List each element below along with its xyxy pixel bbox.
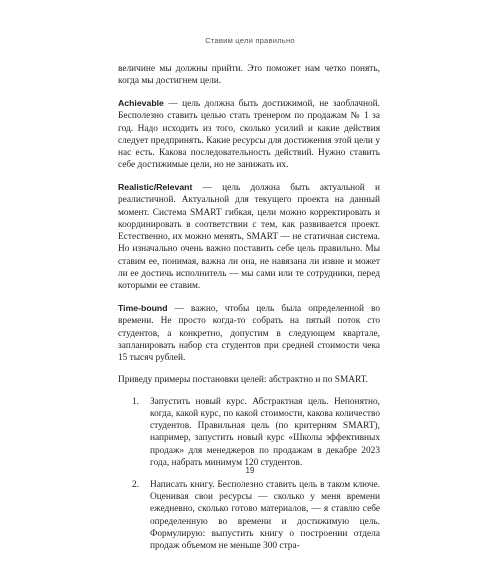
term-timebound: Time-bound [118, 303, 168, 314]
term-realistic: Realistic/Relevant [118, 182, 193, 193]
list-item-number: 1. [132, 396, 140, 407]
list-item [118, 396, 380, 470]
text-achievable: — цель должна быть достижимой, не заоблачной. Бесполезно ставить целью стать тренером по продажам № 1 за год. Надо исходить из того, сколько усилий и какие действия следует предпринять. Какие ресурсы для достижения этой цели у нас есть. Какова последовательность действий. Нужно ставить себе достижимые цели, но не занижать их. [118, 99, 380, 171]
term-achievable: Achievable [118, 98, 164, 109]
running-head: Ставим цели правильно [205, 36, 295, 45]
list-item-text: Запустить новый курс. Абстрактная цель. Непонятно, когда, какой курс, по какой стоимости, какова количество студентов. Правильная цель (по критериям SMART), например, запустить новый курс «Школы эффективных продаж» для менеджеров по продажам в декабре 2023 года, набрать минимум 120 студентов. [150, 396, 380, 468]
page-number: 19 [245, 466, 255, 475]
paragraph-realistic [118, 181, 380, 292]
text-timebound: — важно, чтобы цель была определенной во времени. Не просто когда-то собрать на пятый поток сто студентов, а конкретно, допустим в следующем квартале, запланировать набор ста студентов при средней стоимости чека 15 тысяч рублей. [118, 304, 380, 364]
paragraph-continuation: величине мы должны прийти. Это поможет нам четко понять, когда мы достигнем цели. [118, 64, 380, 87]
paragraph-achievable [118, 97, 380, 172]
list-item-number: 2. [132, 479, 140, 490]
list-item-text: Написать книгу. Бесполезно ставить цель в таком ключе. Оценивая свои ресурсы — сколько у меня времени ежедневно, сколько готово материалов, — я ставлю себе определенную во времени и достижимую цель. Формулирую: выпустить книгу о построении отдела продаж объемом не меньше 300 стра- [150, 479, 380, 552]
text-realistic: — цель должна быть актуальной и реалистичной. Актуальной для текущего проекта на данный момент. Система SMART гибкая, цели можно корректировать и координировать в соответствии с тем, как развивается проект. Естественно, их можно менять, SMART — не статичная система. Но изначально очень важно поставить себе цель правильно. Мы ставим ее, понимая, важна ли она, не навязана ли извне и может ли ее достичь исполнитель — мы сами или те сотрудники, перед которыми ее ставим. [118, 183, 380, 292]
paragraph-examples-intro: Приведу примеры постановки целей: абстрактно и по SMART. [118, 374, 369, 385]
paragraph-timebound [118, 302, 380, 364]
body-text [118, 63, 380, 562]
list-item [118, 479, 380, 553]
